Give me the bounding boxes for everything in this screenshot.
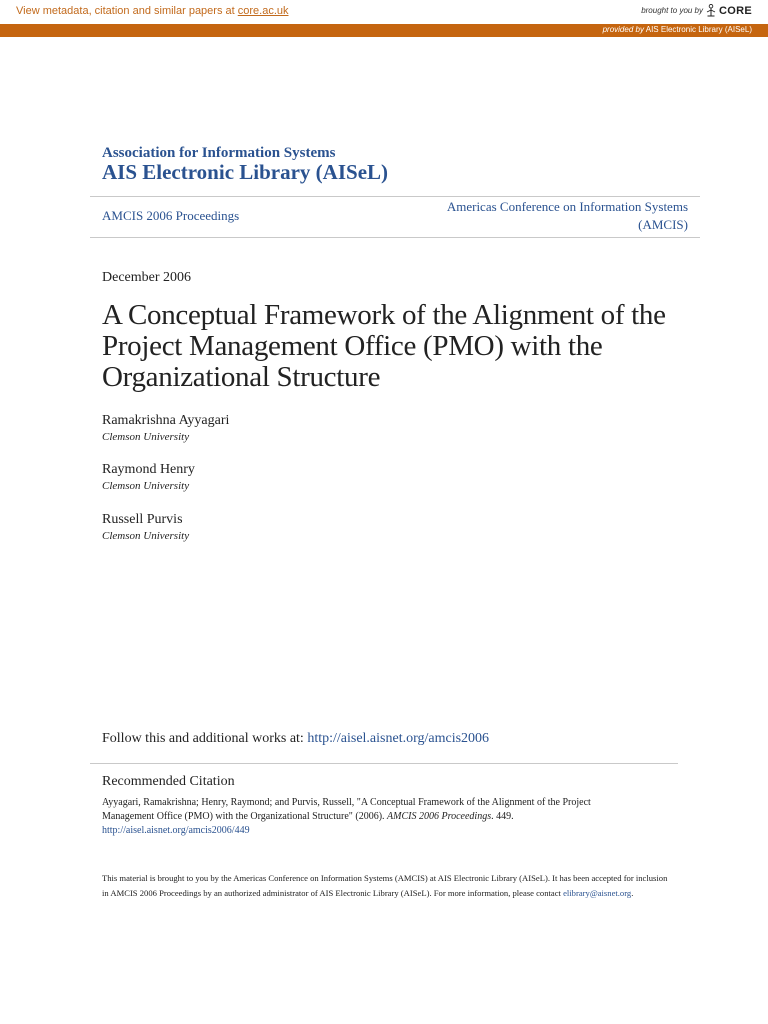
author-entry — [102, 461, 195, 493]
footer-text: This material is brought to you by the Americas Conference on Information Systems (AMCIS) at AIS Electronic Library (AISeL). It has been accepted for inclusion in AMCIS 2006 Proceedings by an authorized administrator of AIS Electronic Library (AISeL). For more information, please contact — [102, 873, 668, 898]
paper-title: A Conceptual Framework of the Alignment of the Project Management Office (PMO) with the Organizational Structure — [102, 299, 666, 393]
contact-email-link[interactable]: elibrary@aisnet.org — [563, 887, 632, 898]
follow-link[interactable]: http://aisel.aisnet.org/amcis2006 — [307, 731, 490, 746]
conference-line-2: (AMCIS) — [638, 217, 688, 232]
citation-suffix: . 449. — [491, 811, 514, 822]
publication-date: December 2006 — [102, 270, 192, 285]
core-attribution[interactable] — [641, 4, 752, 17]
association-name[interactable]: Association for Information Systems — [102, 145, 336, 161]
conference-line-1: Americas Conference on Information Systems — [446, 199, 688, 214]
brought-to-you-text: brought to you by — [641, 6, 704, 15]
metadata-notice — [16, 5, 289, 17]
citation-divider — [90, 763, 678, 764]
author-name[interactable]: Russell Purvis — [102, 512, 183, 527]
footer-notice — [102, 871, 672, 900]
core-ac-uk-link[interactable]: core.ac.uk — [237, 5, 289, 17]
core-logo-text: CORE — [719, 4, 752, 17]
author-affiliation: Clemson University — [102, 530, 190, 542]
author-affiliation: Clemson University — [102, 431, 190, 443]
library-name[interactable]: AIS Electronic Library (AISeL) — [102, 160, 389, 184]
provided-by-bar — [0, 24, 768, 37]
metadata-notice-text: View metadata, citation and similar papers at — [16, 5, 238, 17]
citation-source: AMCIS 2006 Proceedings — [387, 811, 492, 822]
follow-line — [102, 731, 489, 747]
author-entry — [102, 511, 189, 543]
core-logo-icon — [706, 4, 716, 17]
author-name[interactable]: Raymond Henry — [102, 462, 195, 477]
header-divider-top — [90, 196, 700, 197]
provided-by-prefix: provided by — [602, 25, 644, 34]
citation-text: Ayyagari, Ramakrishna; Henry, Raymond; and Purvis, Russell, "A Conceptual Framework of the Alignment of the Project Management Office (PMO) with the Organizational Structure" (2006). — [102, 797, 591, 822]
follow-label: Follow this and additional works at: — [102, 731, 308, 746]
header-divider-bottom — [90, 237, 700, 238]
author-affiliation: Clemson University — [102, 480, 190, 492]
core-banner — [0, 0, 768, 24]
footer-end: . — [631, 887, 634, 898]
citation-heading: Recommended Citation — [102, 774, 235, 789]
provided-by-source: AIS Electronic Library (AISeL) — [645, 25, 752, 34]
provided-by-text — [603, 25, 752, 34]
conference-link[interactable] — [388, 198, 688, 234]
author-entry — [102, 412, 229, 444]
proceedings-link[interactable]: AMCIS 2006 Proceedings — [102, 208, 240, 223]
author-name[interactable]: Ramakrishna Ayyagari — [102, 413, 230, 428]
citation-body — [102, 796, 642, 838]
citation-link[interactable]: http://aisel.aisnet.org/amcis2006/449 — [102, 825, 250, 836]
